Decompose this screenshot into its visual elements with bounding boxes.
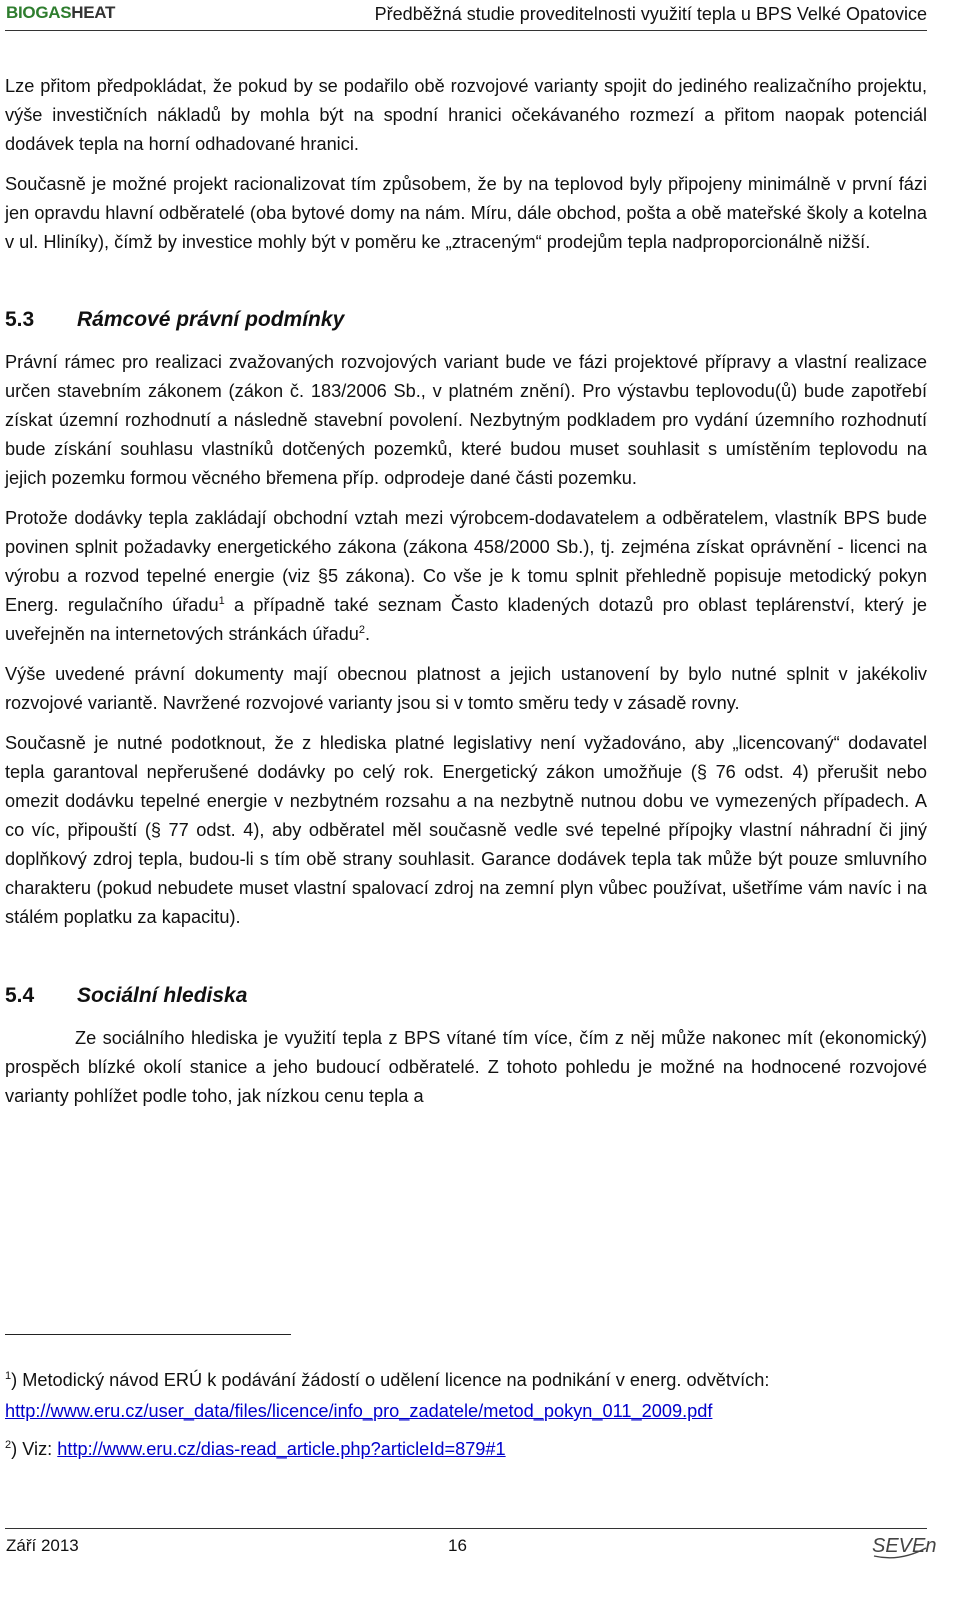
seven-logo-text: SEVEn xyxy=(872,1535,937,1557)
header-divider xyxy=(5,30,927,31)
seven-logo xyxy=(870,1526,937,1562)
paragraph: Lze přitom předpokládat, že pokud by se podařilo obě rozvojové varianty spojit do jediného realizačního projektu, výše investičních nákladů by mohla být na spodní hranici očekávaného rozmezí a přitom naopak potenciál dodávek tepla na horní odhadované hranici. xyxy=(5,76,927,154)
footnote-2-link[interactable]: http://www.eru.cz/dias-read_article.php?articleId=879#1 xyxy=(57,1439,506,1459)
section-heading-5-4 xyxy=(5,981,927,1010)
paragraph: Protože dodávky tepla zakládají obchodní vztah mezi výrobcem-dodavatelem a odběratelem, vlastník BPS bude povinen splnit požadavky energetického zákona (zákona 458/2000 Sb.), tj. zejména získat oprávnění - licenci na výrobu a rozvod tepelné energie (viz §5 zákona). Co vše je k tomu splnit přehledně popisuje metodický pokyn Energ. regulačního úřadu$^1$ a případně také seznam Často kladených dotazů pro oblast teplárenství, který je uveřejněn na internetových stránkách úřadu$^2$. xyxy=(5,508,927,644)
footnote-1-link[interactable]: http://www.eru.cz/user_data/files/licence/info_pro_zadatele/metod_pokyn_011_2009.pdf xyxy=(5,1401,713,1421)
paragraph: Ze sociálního hlediska je využití tepla z BPS vítané tím více, čím z něj může nakonec mít (ekonomický) prospěch blízké okolí stanice a jeho budoucí odběratelé. Z tohoto pohledu je možné na hodnocené rozvojové varianty pohlížet podle toho, jak nízkou cenu tepla a xyxy=(5,1028,927,1106)
page-number: 16 xyxy=(448,1536,467,1555)
footnote-divider xyxy=(5,1334,291,1335)
section-heading-5-3 xyxy=(5,305,927,334)
page-content xyxy=(5,72,927,1111)
footer-divider xyxy=(5,1528,927,1529)
logo-heat-text: HEAT xyxy=(71,3,116,22)
footnotes xyxy=(5,1366,905,1463)
document-title: Předběžná studie proveditelnosti využití tepla u BPS Velké Opatovice xyxy=(374,4,927,24)
footnote-1: $^1$) Metodický návod ERÚ k podávání žádostí o udělení licence na podnikání v energ. odvětvích: xyxy=(5,1369,770,1390)
section-number: 5.4 xyxy=(5,984,35,1007)
section-number: 5.3 xyxy=(5,308,35,331)
section-title: Sociální hlediska xyxy=(77,984,248,1007)
paragraph: Výše uvedené právní dokumenty mají obecnou platnost a jejich ustanovení by bylo nutné splnit v jakékoliv rozvojové variantě. Navržené rozvojové varianty jsou si v tomto směru tedy v zásadě rovny. xyxy=(5,664,927,713)
paragraph: Současně je nutné podotknout, že z hlediska platné legislativy není vyžadováno, aby „licencovaný“ dodavatel tepla garantoval nepřerušené dodávky po celý rok. Energetický zákon umožňuje (§ 76 odst. 4) přerušit nebo omezit dodávku tepelné energie v nezbytném rozsahu a na nezbytně nutnou dobu ve vymezených případech. A co víc, připouští (§ 77 odst. 4), aby odběratel měl současně vedle své tepelné přípojky vlastní náhradní či jiný doplňkový zdroj tepla, budou-li s tím obě strany souhlasit. Garance dodávek tepla tak může být pouze smluvního charakteru (pokud nebudete muset vlastní spalovací zdroj na zemní plyn vůbec používat, ušetříme vám navíc i na stálém poplatku za kapacitu). xyxy=(5,733,927,927)
biogasheat-logo xyxy=(6,2,115,24)
page-header xyxy=(0,0,960,26)
footer-date: Září 2013 xyxy=(6,1536,79,1555)
logo-bio-text: BIOGAS xyxy=(6,3,72,22)
footnote-ref-1[interactable]: 1 xyxy=(218,594,225,607)
paragraph: Současně je možné projekt racionalizovat tím způsobem, že by na teplovod byly připojeny minimálně v první fázi jen opravdu hlavní odběratelé (oba bytové domy na nám. Míru, dále obchod, pošta a obě mateřské školy a kotelna v ul. Hliníky), čímž by investice mohly být v poměru ke „ztraceným“ prodejům tepla nadproporcionálně nižší. xyxy=(5,174,927,252)
section-title: Rámcové právní podmínky xyxy=(77,308,345,331)
footnote-2: $^2$) Viz: http://www.eru.cz/dias-read_article.php?articleId=879#1 xyxy=(5,1438,506,1459)
footnote-ref-2[interactable]: 2 xyxy=(358,623,365,636)
page-footer xyxy=(0,1520,960,1599)
paragraph: Právní rámec pro realizaci zvažovaných rozvojových variant bude ve fázi projektové přípravy a vlastní realizace určen stavebním zákonem (zákon č. 183/2006 Sb., v platném znění). Pro výstavbu teplovodu(ů) bude zapotřebí získat územní rozhodnutí a následně stavební povolení. Nezbytným podkladem pro vydání územního rozhodnutí bude získání souhlasu vlastníků dotčených pozemků, které budou muset souhlasit s umístěním teplovodu na jejich pozemku formou věcného břemena příp. odprodeje dané části pozemku. xyxy=(5,352,927,488)
